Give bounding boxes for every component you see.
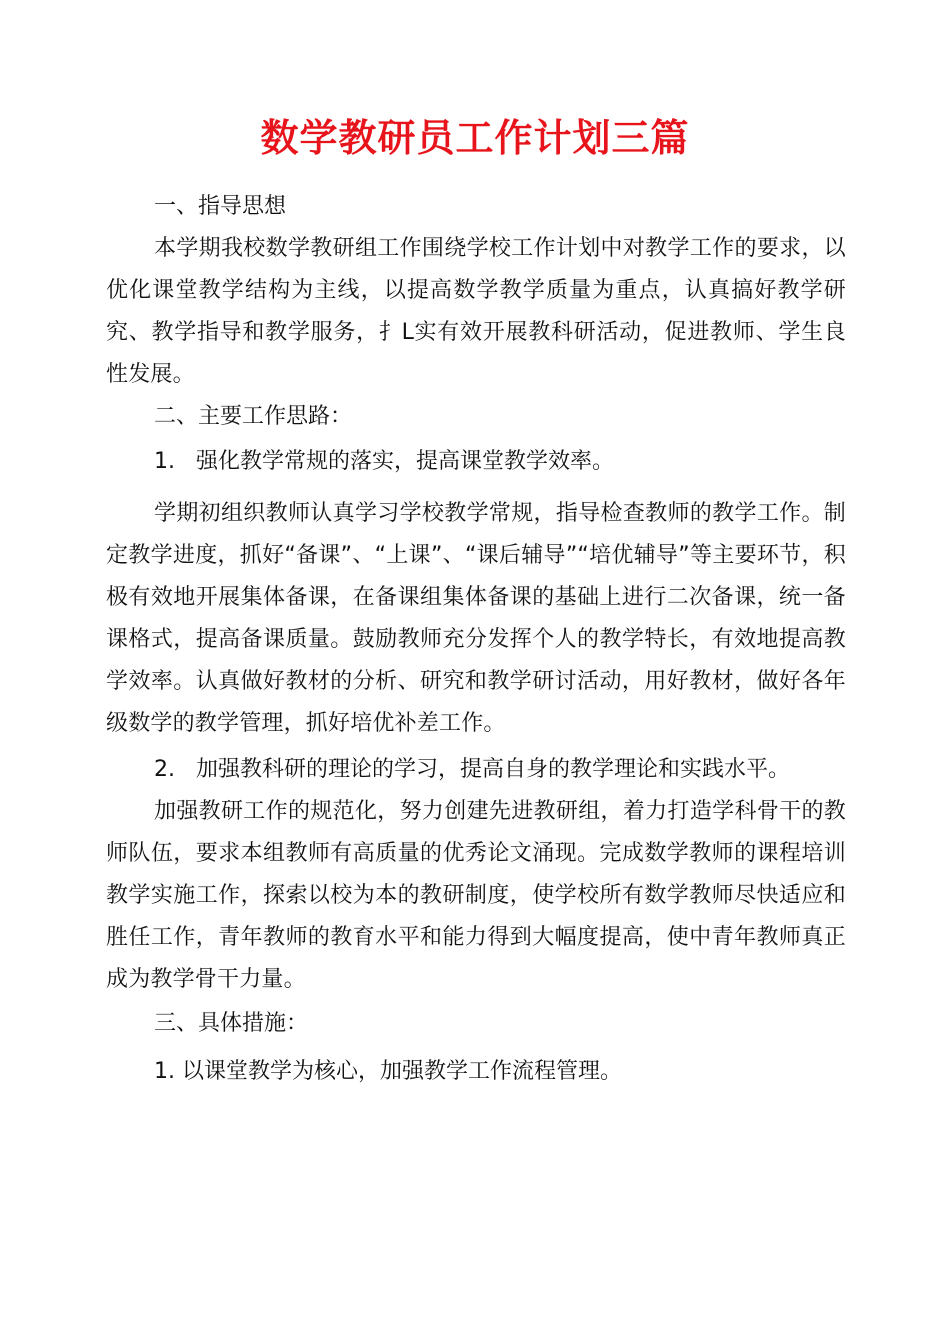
item2-paragraph: 加强教研工作的规范化，努力创建先进教研组，着力打造学科骨干的教师队伍，要求本组教师有高质量的优秀论文涌现。完成数学教师的课程培训教学实施工作，探索以校为本的教研制度，使学校所有数学教师尽快适应和胜任工作，青年教师的教育水平和能力得到大幅度提高，使中青年教师真正成为教学骨干力量。	[106, 799, 846, 992]
item3-heading: 1. 以课堂教学为核心，加强教学工作流程管理。	[154, 1059, 622, 1084]
item1-number: 1.	[154, 449, 175, 474]
item2-heading	[106, 749, 846, 791]
section2-heading: 二、主要工作思路：	[154, 404, 353, 429]
item1-paragraph: 学期初组织教师认真学习学校教学常规，指导检查教师的教学工作。制定教学进度，抓好“备课”、“上课”、“课后辅导”“培优辅导”等主要环节，积极有效地开展集体备课，在备课组集体备课的基础上进行二次备课，统一备课格式，提高备课质量。鼓励教师充分发挥个人的教学特长，有效地提高教学效率。认真做好教材的分析、研究和教学研讨活动，用好教材，做好各年级数学的教学管理，抓好培优补差工作。	[106, 501, 846, 736]
item1-heading	[106, 441, 846, 483]
document-title: 数学教研员工作计划三篇	[260, 116, 690, 160]
section1-paragraph: 本学期我校数学教研组工作围绕学校工作计划中对教学工作的要求，以优化课堂教学结构为主线，以提高数学教学质量为重点，认真搞好教学研究、教学指导和教学服务，扌L实有效开展教科研活动，促进教师、学生良性发展。	[106, 236, 846, 387]
item2-number: 2.	[154, 757, 175, 782]
section3-heading: 三、具体措施：	[154, 1011, 309, 1036]
section1-heading: 一、指导思想	[154, 194, 287, 219]
item2-text: 加强教科研的理论的学习，提高自身的教学理论和实践水平。	[196, 757, 791, 782]
document-body	[106, 186, 846, 1093]
item1-text: 强化教学常规的落实，提高课堂教学效率。	[196, 449, 615, 474]
